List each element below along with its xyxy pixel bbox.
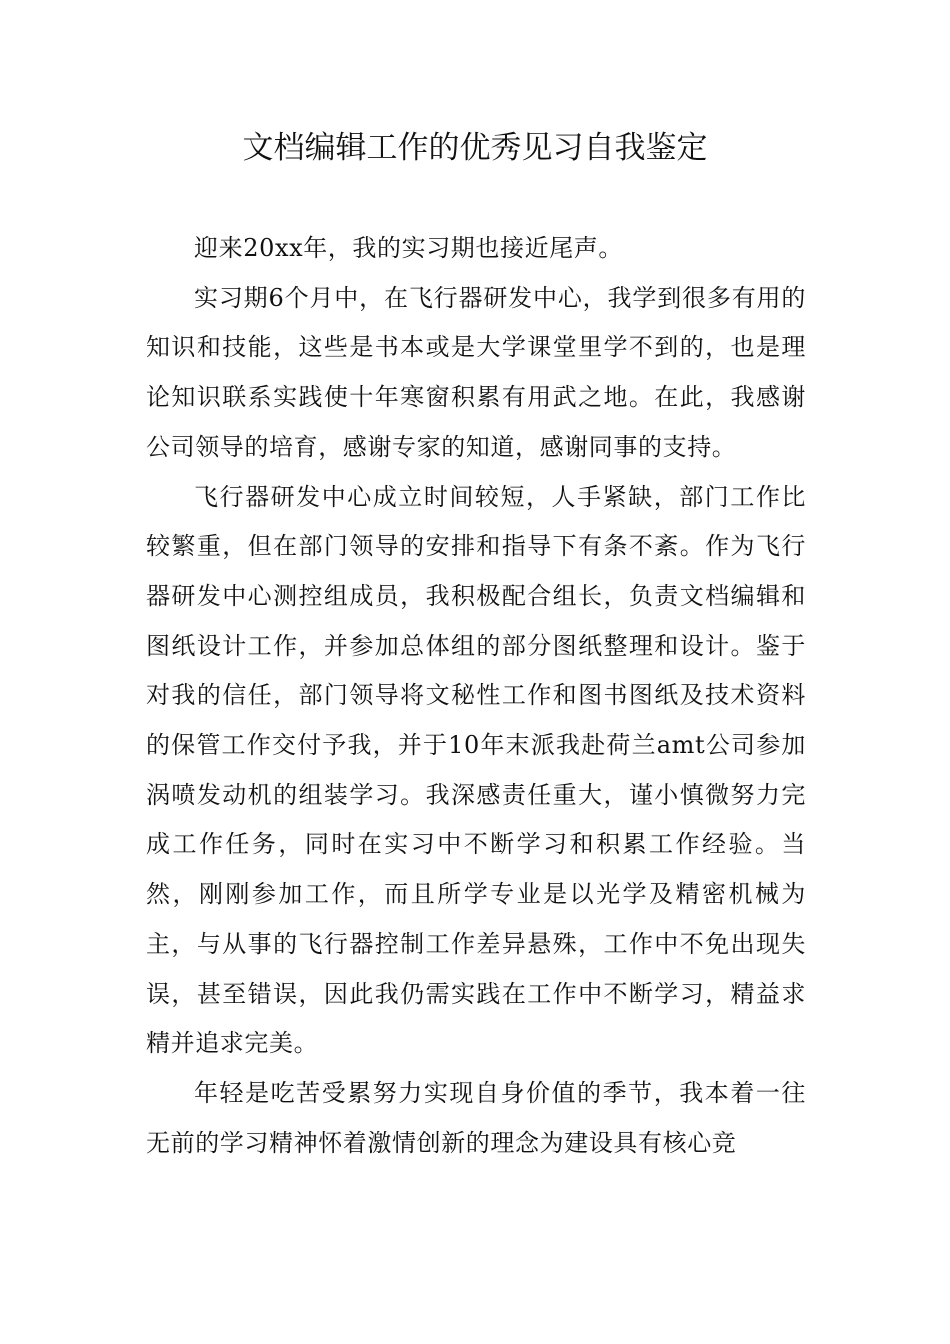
paragraph-1: 迎来20xx年，我的实习期也接近尾声。 (194, 234, 624, 262)
paragraph-4: 年轻是吃苦受累努力实现自身价值的季节，我本着一往无前的学习精神怀着激情创新的理念为建设具有核心竞 (146, 1078, 806, 1157)
paragraph-3: 飞行器研发中心成立时间较短，人手紧缺，部门工作比较繁重，但在部门领导的安排和指导下有条不紊。作为飞行器研发中心测控组成员，我积极配合组长，负责文档编辑和图纸设计工作，并参加总体组的部分图纸整理和设计。鉴于对我的信任，部门领导将文秘性工作和图书图纸及技术资料的保管工作交付予我，并于10年末派我赴荷兰amt公司参加涡喷发动机的组装学习。我深感责任重大，谨小慎微努力完成工作任务，同时在实习中不断学习和积累工作经验。当然，刚刚参加工作，而且所学专业是以光学及精密机械为主，与从事的飞行器控制工作差异悬殊，工作中不免出现失误，甚至错误，因此我仍需实践在工作中不断学习，精益求精并追求完美。 (146, 482, 806, 1058)
document-title: 文档编辑工作的优秀见习自我鉴定 (242, 130, 708, 166)
document-body (146, 224, 806, 1168)
paragraph-2: 实习期6个月中，在飞行器研发中心，我学到很多有用的知识和技能，这些是书本或是大学课堂里学不到的，也是理论知识联系实践使十年寒窗积累有用武之地。在此，我感谢公司领导的培育，感谢专家的知道，感谢同事的支持。 (146, 283, 806, 461)
